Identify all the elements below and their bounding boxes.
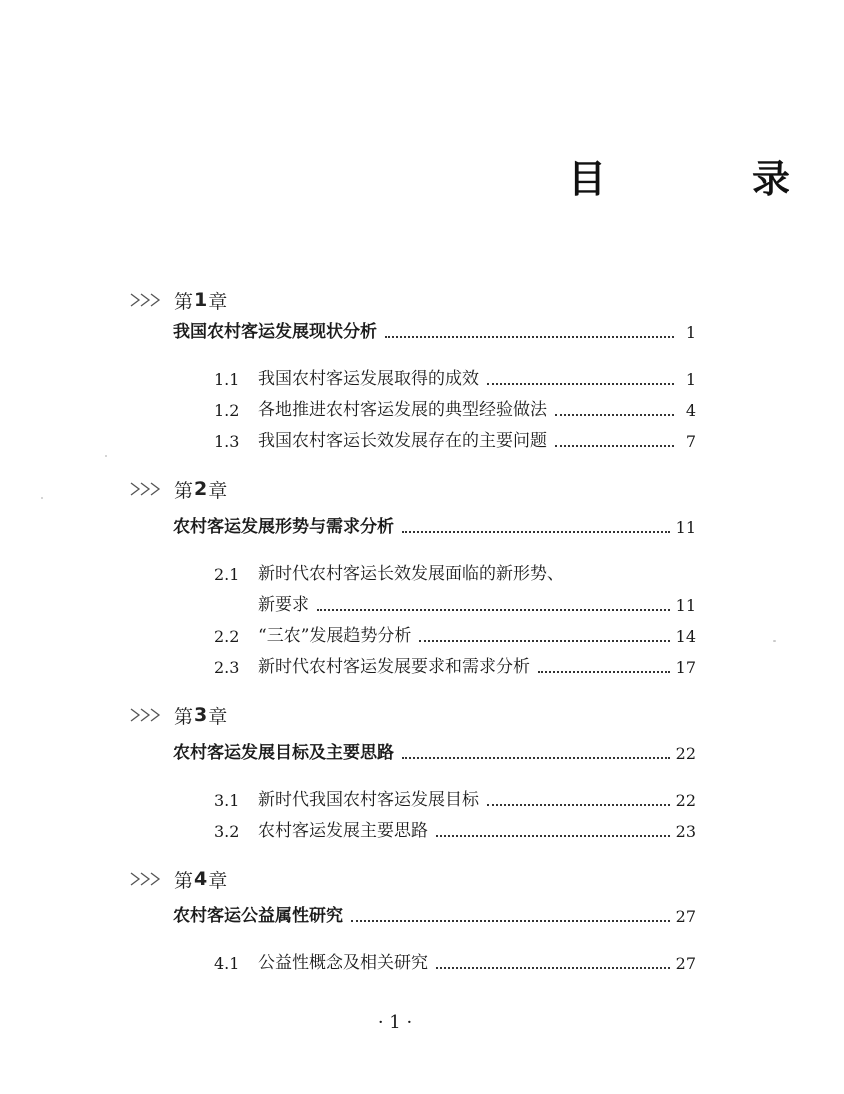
toc-section-entry[interactable] xyxy=(214,624,696,646)
page-number: 1 xyxy=(685,323,696,342)
section-title: 新时代农村客运长效发展面临的新形势、 xyxy=(258,564,564,584)
page-number: 17 xyxy=(675,658,696,677)
toc-section-entry[interactable] xyxy=(214,429,696,451)
page-number: 22 xyxy=(675,791,696,810)
chapter-title: 我国农村客运发展现状分析 xyxy=(173,322,377,342)
chapter-number: 3 xyxy=(194,704,208,726)
chapter-suffix: 章 xyxy=(208,705,228,728)
section-number: 1.3 xyxy=(214,432,240,451)
section-number: 1.1 xyxy=(214,370,240,389)
section-number: 2.2 xyxy=(214,627,240,646)
chapter-suffix: 章 xyxy=(208,479,228,502)
page-number: 27 xyxy=(675,954,696,973)
section-title: 新时代农村客运发展要求和需求分析 xyxy=(258,657,530,677)
chevrons-icon xyxy=(128,870,174,888)
leader-dots xyxy=(351,920,670,922)
section-title: 新时代我国农村客运发展目标 xyxy=(258,790,479,810)
toc-section-entry[interactable] xyxy=(214,819,696,841)
section-title: 农村客运发展主要思路 xyxy=(258,821,428,841)
toc-chapter-entry[interactable] xyxy=(173,741,696,763)
chapter-prefix: 第 xyxy=(174,479,194,502)
chevrons-icon xyxy=(128,480,174,498)
page-number: 27 xyxy=(675,907,696,926)
toc-section-entry[interactable] xyxy=(214,367,696,389)
toc-section-continuation[interactable] xyxy=(258,593,696,615)
toc-section-entry[interactable] xyxy=(214,398,696,420)
chevrons-icon xyxy=(128,291,174,309)
chapter-heading xyxy=(128,288,227,312)
section-title: “三农”发展趋势分析 xyxy=(258,626,412,646)
toc-section-entry[interactable] xyxy=(214,562,696,584)
section-title-continued: 新要求 xyxy=(258,595,309,615)
footer-page-number: · 1 · xyxy=(377,1012,413,1033)
section-title: 我国农村客运长效发展存在的主要问题 xyxy=(258,431,547,451)
page-title: 目 录 xyxy=(568,157,844,201)
toc-chapter-entry[interactable] xyxy=(173,320,696,342)
toc-section-entry[interactable] xyxy=(214,951,696,973)
leader-dots xyxy=(317,609,670,611)
page-number: 22 xyxy=(675,744,696,763)
chapter-title: 农村客运发展目标及主要思路 xyxy=(173,743,394,763)
toc-section-entry[interactable] xyxy=(214,655,696,677)
chapter-heading xyxy=(128,477,227,501)
page-number: 11 xyxy=(675,596,696,615)
page-number: 14 xyxy=(675,627,696,646)
chapter-heading xyxy=(128,867,227,891)
leader-dots xyxy=(487,804,670,806)
scan-speck xyxy=(105,455,107,457)
page-number: 4 xyxy=(685,401,696,420)
toc-chapter-entry[interactable] xyxy=(173,515,696,537)
page-number: 7 xyxy=(685,432,696,451)
leader-dots xyxy=(436,835,670,837)
toc-section-entry[interactable] xyxy=(214,788,696,810)
section-title: 我国农村客运发展取得的成效 xyxy=(258,369,479,389)
page-number: 23 xyxy=(675,822,696,841)
scan-speck xyxy=(41,497,43,499)
section-number: 3.1 xyxy=(214,791,240,810)
leader-dots xyxy=(555,414,674,416)
chapter-title: 农村客运发展形势与需求分析 xyxy=(173,517,394,537)
chapter-prefix: 第 xyxy=(174,705,194,728)
page-number: 11 xyxy=(675,518,696,537)
section-number: 4.1 xyxy=(214,954,240,973)
section-number: 2.1 xyxy=(214,565,240,584)
chapter-prefix: 第 xyxy=(174,869,194,892)
chapter-prefix: 第 xyxy=(174,290,194,313)
chapter-suffix: 章 xyxy=(208,869,228,892)
page-number: 1 xyxy=(685,370,696,389)
leader-dots xyxy=(555,445,674,447)
chapter-number: 2 xyxy=(194,478,208,500)
scan-speck xyxy=(773,640,776,642)
section-number: 2.3 xyxy=(214,658,240,677)
chevrons-icon xyxy=(128,706,174,724)
chapter-number: 4 xyxy=(194,868,208,890)
leader-dots xyxy=(419,640,669,642)
section-number: 1.2 xyxy=(214,401,240,420)
leader-dots xyxy=(538,671,670,673)
toc-chapter-entry[interactable] xyxy=(173,904,696,926)
leader-dots xyxy=(436,967,670,969)
chapter-heading xyxy=(128,703,227,727)
leader-dots xyxy=(402,531,670,533)
chapter-number: 1 xyxy=(194,289,208,311)
leader-dots xyxy=(385,336,674,338)
section-title: 公益性概念及相关研究 xyxy=(258,953,428,973)
section-title: 各地推进农村客运发展的典型经验做法 xyxy=(258,400,547,420)
section-number: 3.2 xyxy=(214,822,240,841)
chapter-title: 农村客运公益属性研究 xyxy=(173,906,343,926)
chapter-suffix: 章 xyxy=(208,290,228,313)
leader-dots xyxy=(402,757,670,759)
leader-dots xyxy=(487,383,674,385)
